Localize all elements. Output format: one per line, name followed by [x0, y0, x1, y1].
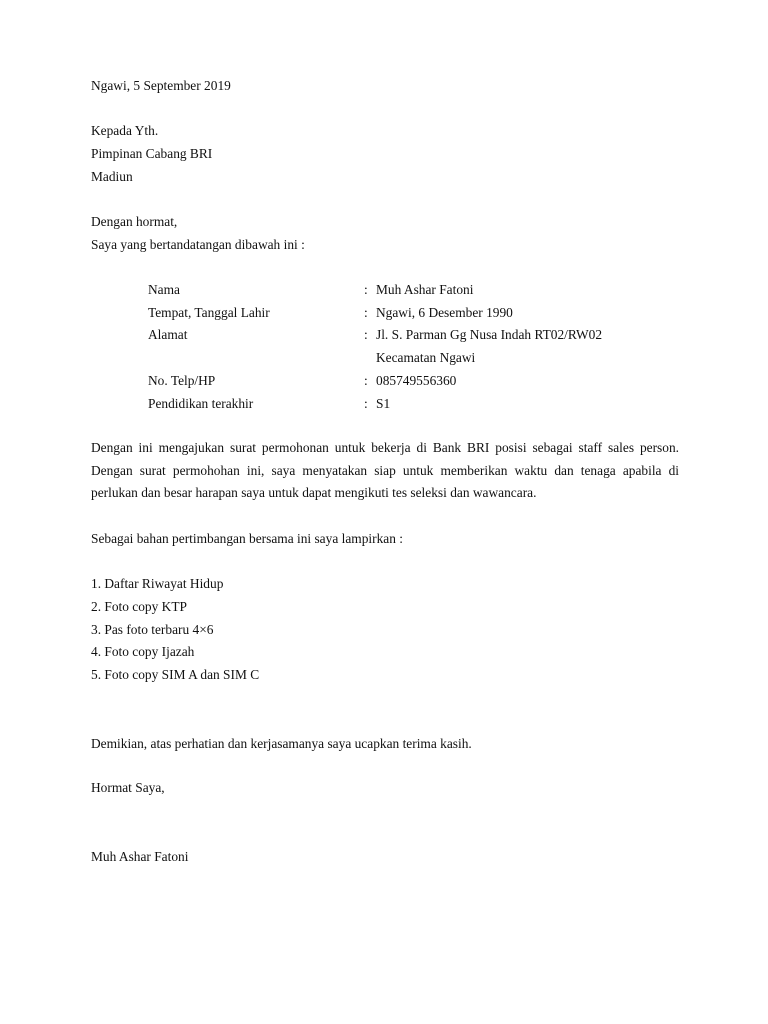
identity-value: Muh Ashar Fatoni — [376, 282, 474, 297]
place-date: Ngawi, 5 September 2019 — [91, 78, 231, 93]
identity-value: Jl. S. Parman Gg Nusa Indah RT02/RW02 — [376, 327, 603, 342]
signature-name: Muh Ashar Fatoni — [91, 849, 189, 864]
identity-separator: : — [364, 305, 368, 320]
attachment-item: 2. Foto copy KTP — [91, 599, 187, 614]
body-paragraph: Dengan ini mengajukan surat permohonan untuk bekerja di Bank BRI posisi sebagai staff sales person. Dengan surat permohohan ini, saya menyatakan siap untuk memberikan waktu dan tenaga apabila di perlukan dan besar harapan saya untuk dapat mengikuti tes seleksi dan wawancara. — [91, 440, 679, 501]
identity-separator: : — [364, 396, 368, 411]
attachment-item: 5. Foto copy SIM A dan SIM C — [91, 667, 260, 682]
attachments-intro: Sebagai bahan pertimbangan bersama ini saya lampirkan : — [91, 531, 403, 546]
identity-label: Pendidikan terakhir — [148, 396, 254, 411]
identity-value: 085749556360 — [376, 373, 457, 388]
identity-separator: : — [364, 282, 368, 297]
regards: Hormat Saya, — [91, 780, 165, 795]
greeting: Dengan hormat, — [91, 214, 178, 229]
identity-separator: : — [364, 327, 368, 342]
identity-separator: : — [364, 373, 368, 388]
intro-line: Saya yang bertandatangan dibawah ini : — [91, 237, 305, 252]
attachment-item: 4. Foto copy Ijazah — [91, 644, 195, 659]
identity-value: S1 — [376, 396, 391, 411]
identity-label: No. Telp/HP — [148, 373, 216, 388]
identity-label: Tempat, Tanggal Lahir — [148, 305, 270, 320]
recipient-line-2: Pimpinan Cabang BRI — [91, 146, 213, 161]
identity-value-continued: Kecamatan Ngawi — [376, 350, 476, 365]
recipient-line-1: Kepada Yth. — [91, 123, 159, 138]
closing-line: Demikian, atas perhatian dan kerjasamanya saya ucapkan terima kasih. — [91, 736, 472, 751]
identity-label: Nama — [148, 282, 180, 297]
recipient-line-3: Madiun — [91, 169, 133, 184]
identity-value: Ngawi, 6 Desember 1990 — [376, 305, 513, 320]
attachment-item: 3. Pas foto terbaru 4×6 — [91, 622, 214, 637]
attachment-item: 1. Daftar Riwayat Hidup — [91, 576, 224, 591]
identity-label: Alamat — [148, 327, 188, 342]
